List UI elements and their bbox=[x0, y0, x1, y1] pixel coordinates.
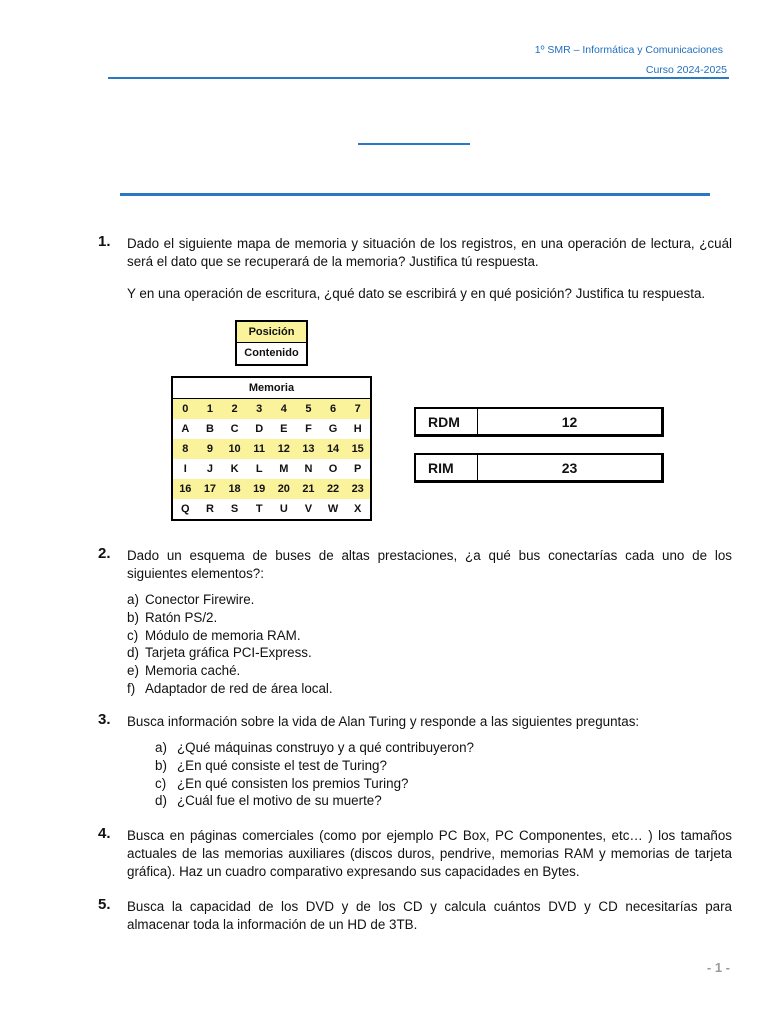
table-cell: 10 bbox=[228, 443, 241, 455]
question-3 bbox=[98, 713, 732, 810]
table-cell: 1 bbox=[206, 403, 213, 415]
table-cell: 9 bbox=[206, 443, 213, 455]
table-cell: V bbox=[304, 503, 313, 515]
list-item: f) Adaptador de red de área local. bbox=[127, 680, 333, 696]
list-item: e) Memoria caché. bbox=[127, 663, 241, 679]
table-cell: U bbox=[279, 503, 288, 515]
question-4 bbox=[98, 827, 732, 881]
table-cell: T bbox=[255, 503, 263, 515]
table-cell: 3 bbox=[256, 403, 263, 415]
table-row bbox=[173, 479, 370, 499]
table-cell: 21 bbox=[302, 483, 315, 495]
table-cell: X bbox=[354, 503, 362, 515]
table-cell: F bbox=[305, 423, 312, 435]
table-cell: L bbox=[255, 463, 263, 475]
table-row bbox=[173, 439, 370, 459]
header-divider bbox=[108, 77, 729, 79]
question-5 bbox=[98, 898, 732, 934]
table-cell: 0 bbox=[182, 403, 189, 415]
question-number: 4. bbox=[98, 825, 111, 842]
list-item: a) ¿Qué máquinas construyo y a qué contribuyeron? bbox=[155, 740, 474, 755]
answer-options bbox=[155, 739, 732, 810]
table-cell: 11 bbox=[253, 443, 265, 455]
memory-table bbox=[171, 376, 372, 521]
question-text: Busca en páginas comerciales (como por ejemplo PC Box, PC Componentes, etc… ) los tamaños actuales de las memorias auxiliares (discos duros, pendrive, memorias RAM y memorias de tarjeta gráfica). Haz un cuadro comparativo expresando sus capacidades en Bytes. bbox=[127, 828, 732, 879]
page-number: - 1 - bbox=[706, 960, 730, 975]
table-cell: I bbox=[183, 463, 187, 475]
table-cell: K bbox=[230, 463, 239, 475]
list-item: b) ¿En qué consiste el test de Turing? bbox=[155, 757, 387, 773]
question-text: Busca la capacidad de los DVD y de los CD y calcula cuántos DVD y CD necesitarías para almacenar toda la información de un HD de 3TB. bbox=[127, 899, 732, 932]
table-cell: G bbox=[328, 423, 338, 435]
memory-table-title: Memoria bbox=[173, 378, 370, 399]
table-cell: 20 bbox=[277, 483, 290, 495]
question-number: 3. bbox=[98, 711, 111, 728]
table-cell: N bbox=[304, 463, 313, 475]
table-cell: 12 bbox=[277, 443, 290, 455]
table-cell: C bbox=[230, 423, 239, 435]
question-subtext: Y en una operación de escritura, ¿qué dato se escribirá y en qué posición? Justifica tu respuesta. bbox=[127, 286, 706, 301]
table-row bbox=[173, 459, 370, 479]
question-1 bbox=[98, 235, 732, 303]
title-underline bbox=[358, 143, 470, 145]
table-cell: Q bbox=[181, 503, 190, 515]
question-2 bbox=[98, 547, 732, 698]
table-cell: W bbox=[327, 503, 339, 515]
table-cell: M bbox=[279, 463, 289, 475]
table-cell: 16 bbox=[179, 483, 192, 495]
title-divider bbox=[120, 193, 710, 196]
table-cell: 19 bbox=[253, 483, 266, 495]
table-cell: 4 bbox=[280, 403, 287, 415]
table-cell: 18 bbox=[228, 483, 241, 495]
table-cell: S bbox=[230, 503, 239, 515]
question-text: Busca información sobre la vida de Alan Turing y responde a las siguientes preguntas: bbox=[127, 714, 640, 729]
table-cell: 7 bbox=[354, 403, 361, 415]
table-cell: O bbox=[328, 463, 338, 475]
table-cell: P bbox=[354, 463, 362, 475]
header-course-title: 1º SMR – Informática y Comunicaciones bbox=[534, 44, 723, 56]
table-cell: 15 bbox=[351, 443, 364, 455]
memory-legend bbox=[235, 320, 308, 366]
table-row bbox=[173, 499, 370, 519]
table-cell: R bbox=[205, 503, 214, 515]
table-cell: 5 bbox=[305, 403, 312, 415]
list-item: c) ¿En qué consisten los premios Turing? bbox=[155, 775, 409, 791]
question-number: 1. bbox=[98, 233, 111, 250]
question-text: Dado el siguiente mapa de memoria y situación de los registros, en una operación de lectura, ¿cuál será el dato que se recuperará de la memoria? Justifica tú respuesta. bbox=[127, 236, 732, 269]
header-course-year: Curso 2024-2025 bbox=[645, 64, 727, 76]
table-row bbox=[173, 419, 370, 439]
question-text: Dado un esquema de buses de altas prestaciones, ¿a qué bus conectarías cada uno de los siguientes elementos?: bbox=[127, 548, 732, 581]
register-rim-label: RIM bbox=[416, 455, 478, 480]
question-number: 5. bbox=[98, 896, 111, 913]
table-cell: 8 bbox=[182, 443, 189, 455]
register-rdm-value: 12 bbox=[561, 414, 578, 430]
table-cell: E bbox=[280, 423, 288, 435]
table-cell: D bbox=[255, 423, 264, 435]
answer-options bbox=[127, 591, 732, 698]
table-cell: 23 bbox=[351, 483, 364, 495]
list-item: d) ¿Cuál fue el motivo de su muerte? bbox=[155, 793, 382, 809]
table-cell: J bbox=[206, 463, 213, 475]
table-cell: 14 bbox=[326, 443, 340, 455]
list-item: b) Ratón PS/2. bbox=[127, 609, 218, 625]
table-cell: 2 bbox=[231, 403, 238, 415]
table-cell: A bbox=[181, 423, 190, 435]
list-item: d) Tarjeta gráfica PCI-Express. bbox=[127, 645, 312, 661]
register-rdm-label: RDM bbox=[416, 409, 478, 434]
table-cell: 13 bbox=[302, 443, 315, 455]
register-rdm bbox=[414, 407, 664, 437]
table-cell: 6 bbox=[330, 403, 337, 415]
table-row bbox=[173, 399, 370, 419]
table-cell: 22 bbox=[326, 483, 340, 495]
list-item: a) Conector Firewire. bbox=[127, 592, 255, 607]
table-cell: 17 bbox=[203, 483, 217, 495]
list-item: c) Módulo de memoria RAM. bbox=[127, 627, 301, 643]
table-cell: B bbox=[205, 423, 214, 435]
legend-position-label: Posición bbox=[237, 322, 306, 343]
register-rim bbox=[414, 453, 664, 483]
question-number: 2. bbox=[98, 545, 111, 562]
register-rim-value: 23 bbox=[561, 460, 578, 476]
legend-content-label: Contenido bbox=[237, 343, 306, 364]
table-cell: H bbox=[353, 423, 362, 435]
